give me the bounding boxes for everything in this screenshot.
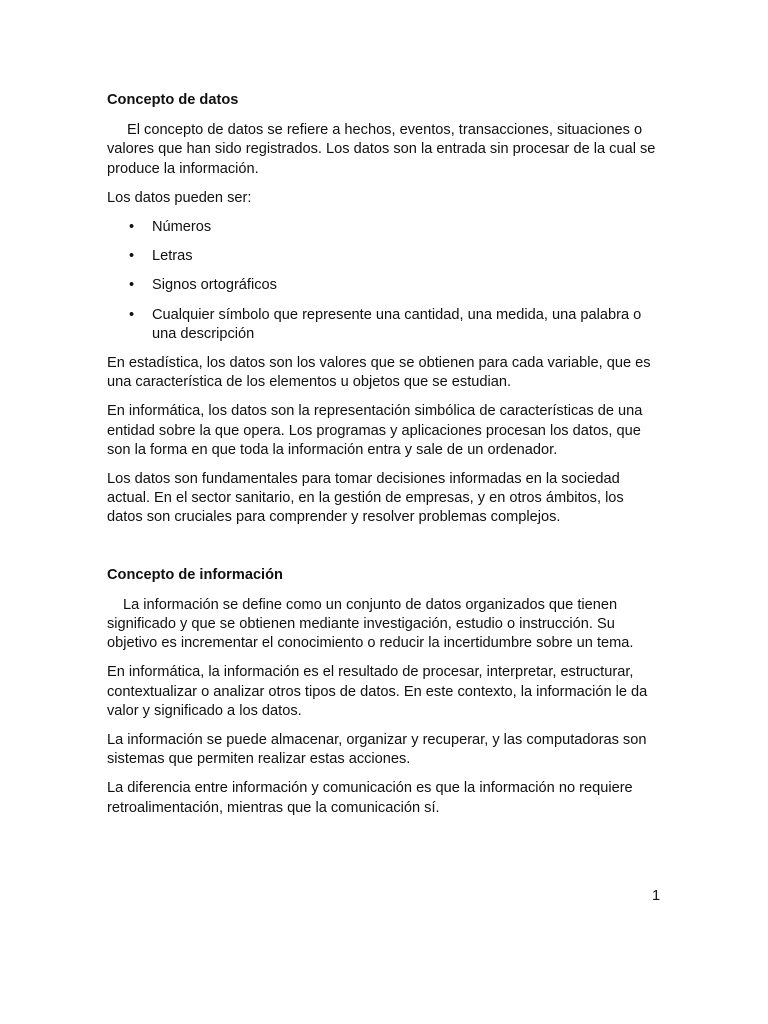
section-heading-informacion: Concepto de información — [107, 566, 283, 583]
paragraph-informacion-intro: La información se define como un conjunto de datos organizados que tienen significado y que se obtienen mediante investigación, estudio o instrucción. Su objetivo es incrementar el conocimiento o reducir la incertidumbre sobre un tema. — [107, 596, 634, 652]
paragraph-almacenar: La información se puede almacenar, organizar y recuperar, y las computadoras son sistemas que permiten realizar estas acciones. — [107, 732, 647, 768]
page-content — [107, 91, 663, 828]
paragraph-diferencia: La diferencia entre información y comunicación es que la información no requiere retroalimentación, mientras que la comunicación sí. — [107, 780, 633, 816]
list-item-text: Letras — [152, 248, 193, 265]
paragraph-fundamentales: Los datos son fundamentales para tomar decisiones informadas en la sociedad actual. En el sector sanitario, en la gestión de empresas, y en otros ámbitos, los datos son cruciales para comprender y resolver problemas complejos. — [107, 471, 624, 526]
section-heading-datos: Concepto de datos — [107, 92, 239, 108]
list-item — [107, 276, 663, 295]
bullet-icon: • — [129, 219, 135, 236]
page-number: 1 — [652, 888, 661, 904]
bullet-icon: • — [129, 277, 135, 294]
section-spacer — [107, 538, 663, 566]
list-item-text: Signos ortográficos — [152, 277, 277, 294]
paragraph-informatica-datos: En informática, los datos son la representación simbólica de características de una entidad sobre la que opera. Los programas y aplicaciones procesan los datos, que son la forma en que toda la información entra y sale de un ordenador. — [107, 403, 643, 458]
bullet-icon: • — [129, 248, 135, 265]
list-item — [107, 306, 663, 344]
list-item — [107, 247, 663, 266]
paragraph-informatica-informacion: En informática, la información es el resultado de procesar, interpretar, estructurar, contextualizar o analizar otros tipos de datos. En este contexto, la información le da valor y significado a los datos. — [107, 664, 648, 719]
datos-bullet-list — [107, 218, 663, 344]
list-item-text: Cualquier símbolo que represente una cantidad, una medida, una palabra o una descripción — [152, 306, 642, 342]
paragraph-list-lead: Los datos pueden ser: — [107, 189, 252, 206]
paragraph-datos-intro: El concepto de datos se refiere a hechos, eventos, transacciones, situaciones o valores que han sido registrados. Los datos son la entrada sin procesar de la cual se produce la información. — [107, 122, 656, 177]
list-item-text: Números — [152, 219, 212, 236]
list-item — [107, 218, 663, 237]
paragraph-estadistica: En estadística, los datos son los valores que se obtienen para cada variable, que es una característica de los elementos u objetos que se estudian. — [107, 355, 651, 391]
bullet-icon: • — [129, 306, 135, 323]
